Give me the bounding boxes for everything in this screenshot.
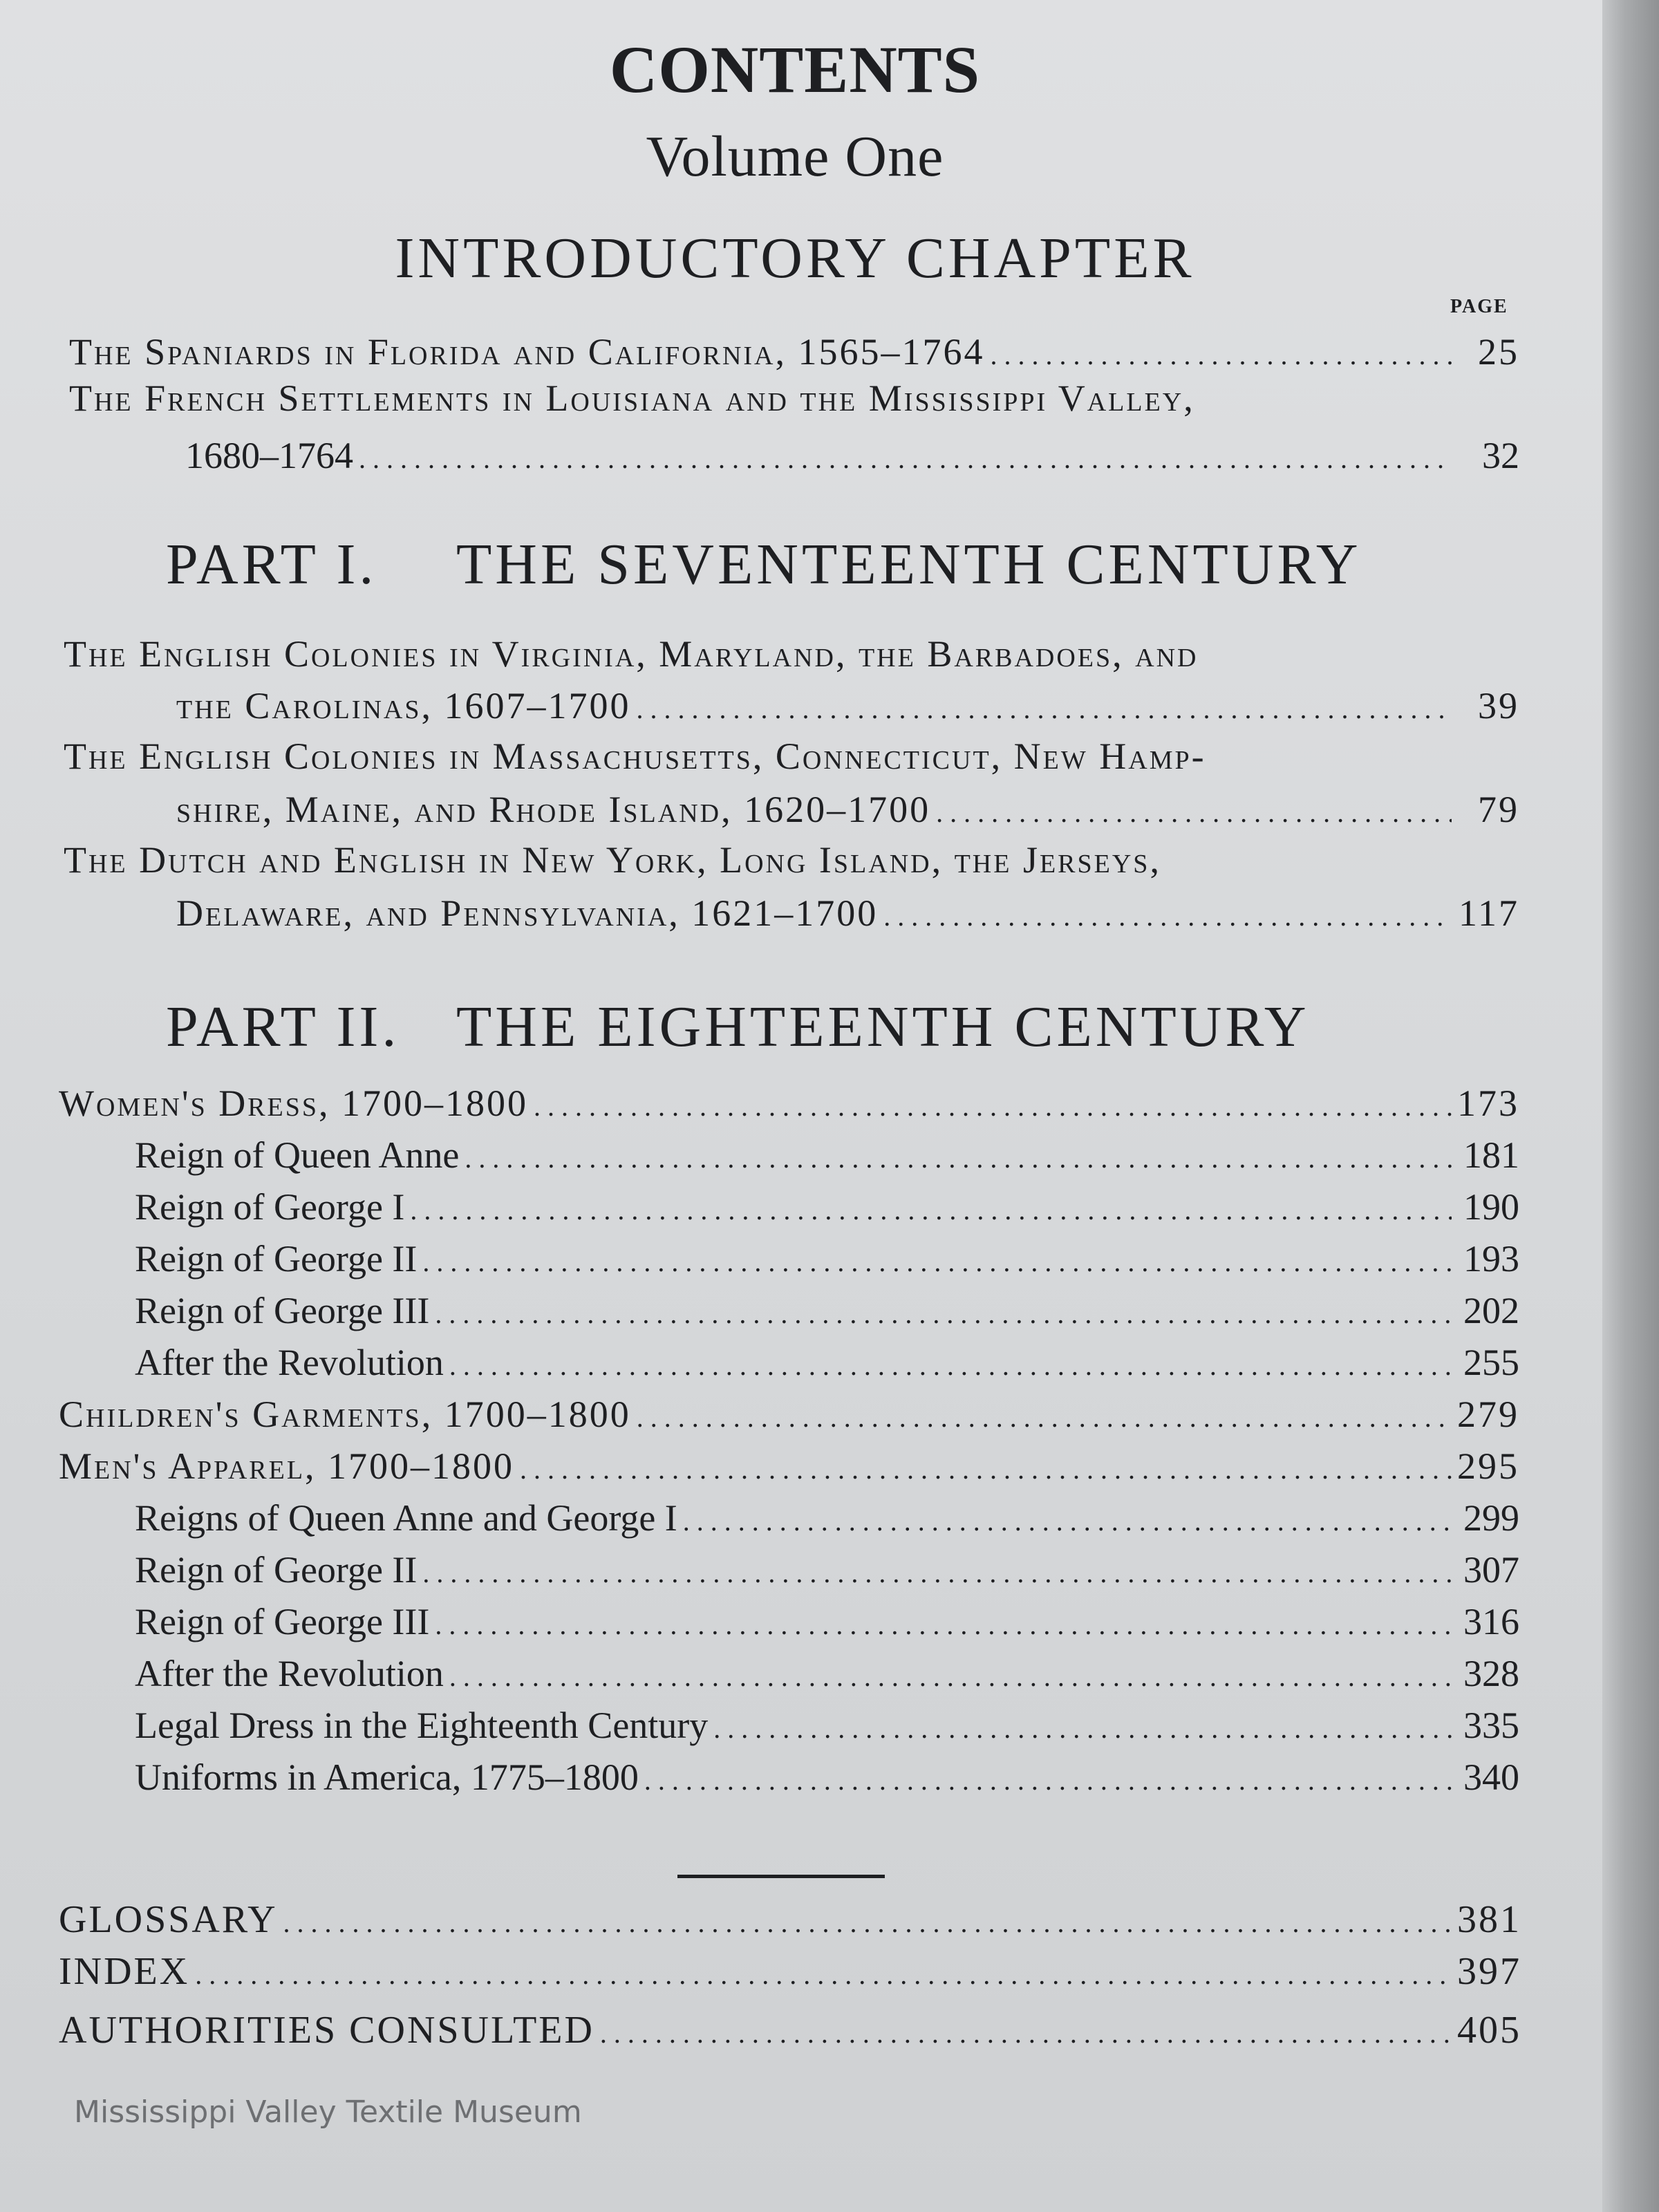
entry-page: 202 bbox=[1463, 1290, 1519, 1331]
toc-entry bbox=[59, 1949, 1519, 1994]
toc-entry bbox=[59, 1897, 1519, 1942]
entry-page: 279 bbox=[1457, 1394, 1519, 1435]
toc-subentry bbox=[135, 1756, 1519, 1799]
entry-title: Women's Dress, 1700–1800 bbox=[59, 1082, 529, 1124]
toc-subentry bbox=[135, 1548, 1519, 1591]
part-title: THE SEVENTEENTH CENTURY bbox=[456, 532, 1362, 597]
leader-dots bbox=[422, 1557, 1452, 1589]
toc-entry bbox=[59, 1082, 1519, 1125]
entry-title: Men's Apparel, 1700–1800 bbox=[59, 1445, 515, 1487]
toc-subentry bbox=[135, 1134, 1519, 1177]
toc-subentry bbox=[135, 1289, 1519, 1332]
page-edge-shadow bbox=[1602, 0, 1659, 2212]
entry-page: 117 bbox=[1459, 892, 1519, 934]
toc-subentry bbox=[135, 1185, 1519, 1228]
museum-watermark: Mississippi Valley Textile Museum bbox=[74, 2094, 582, 2130]
toc-subentry bbox=[135, 1704, 1519, 1747]
entry-title: Reign of George III bbox=[135, 1290, 430, 1331]
leader-dots bbox=[520, 1453, 1452, 1485]
entry-page: 299 bbox=[1463, 1497, 1519, 1539]
volume-subtitle: Volume One bbox=[646, 124, 944, 189]
toc-subentry bbox=[135, 1652, 1519, 1695]
entry-title: Legal Dress in the Eighteenth Century bbox=[135, 1705, 709, 1746]
leader-dots bbox=[422, 1246, 1452, 1278]
entry-title: The Spaniards in Florida and California, 1565–1764 bbox=[69, 331, 985, 373]
leader-dots bbox=[359, 442, 1452, 475]
entry-title-line2: 1680–1764 bbox=[185, 435, 353, 476]
entry-page: 255 bbox=[1463, 1342, 1519, 1383]
entry-page: 335 bbox=[1463, 1705, 1519, 1746]
entry-title: Children's Garments, 1700–1800 bbox=[59, 1394, 631, 1435]
leader-dots bbox=[991, 339, 1452, 371]
entry-title: AUTHORITIES CONSULTED bbox=[59, 2009, 594, 2052]
toc-entry bbox=[59, 2008, 1519, 2052]
leader-dots bbox=[936, 796, 1452, 829]
entry-title: Uniforms in America, 1775–1800 bbox=[135, 1756, 639, 1798]
toc-subentry bbox=[135, 1341, 1519, 1384]
entry-title: Reign of Queen Anne bbox=[135, 1134, 460, 1176]
leader-dots bbox=[410, 1194, 1452, 1226]
toc-subentry bbox=[135, 1497, 1519, 1539]
toc-entry bbox=[59, 1445, 1519, 1488]
leader-dots bbox=[883, 900, 1452, 932]
entry-title-line2: shire, Maine, and Rhode Island, 1620–1700 bbox=[176, 789, 931, 830]
leader-dots bbox=[449, 1349, 1452, 1382]
toc-entry bbox=[176, 788, 1519, 831]
entry-title: GLOSSARY bbox=[59, 1898, 278, 1941]
leader-dots bbox=[637, 693, 1452, 725]
toc-subentry bbox=[135, 1600, 1519, 1643]
section-divider bbox=[677, 1875, 885, 1878]
toc-entry bbox=[59, 1393, 1519, 1436]
entry-page: 193 bbox=[1463, 1238, 1519, 1280]
entry-page: 307 bbox=[1463, 1549, 1519, 1591]
entry-title: Reign of George II bbox=[135, 1238, 418, 1280]
entry-page: 397 bbox=[1457, 1950, 1521, 1993]
part1-heading bbox=[166, 531, 1431, 598]
contents-title: CONTENTS bbox=[609, 32, 981, 106]
leader-dots bbox=[683, 1505, 1452, 1537]
toc-entry bbox=[69, 330, 1519, 373]
page-column-label: PAGE bbox=[1450, 296, 1508, 317]
introductory-heading: INTRODUCTORY CHAPTER bbox=[395, 226, 1195, 290]
entry-title-line1: The French Settlements in Louisiana and the Mississippi Valley, bbox=[69, 377, 1195, 419]
entry-page: 79 bbox=[1478, 789, 1519, 830]
entry-title: Reigns of Queen Anne and George I bbox=[135, 1497, 677, 1539]
leader-dots bbox=[534, 1090, 1452, 1123]
toc-entry bbox=[185, 434, 1519, 477]
entry-title-line1: The English Colonies in Massachusetts, Connecticut, New Hamp- bbox=[64, 735, 1206, 777]
entry-page: 328 bbox=[1463, 1653, 1519, 1694]
entry-title-line2: the Carolinas, 1607–1700 bbox=[176, 685, 631, 727]
entry-title: Reign of George II bbox=[135, 1549, 418, 1591]
leader-dots bbox=[449, 1660, 1452, 1693]
entry-page: 39 bbox=[1478, 685, 1519, 727]
entry-title: Reign of George III bbox=[135, 1601, 430, 1642]
part-title: THE EIGHTEENTH CENTURY bbox=[456, 995, 1310, 1059]
entry-page: 405 bbox=[1457, 2009, 1521, 2052]
part2-heading bbox=[166, 993, 1431, 1060]
entry-page: 381 bbox=[1457, 1898, 1521, 1941]
leader-dots bbox=[465, 1142, 1452, 1174]
toc-entry bbox=[176, 892, 1519, 935]
entry-title-line1: The Dutch and English in New York, Long Island, the Jerseys, bbox=[64, 839, 1161, 881]
entry-page: 190 bbox=[1463, 1186, 1519, 1228]
toc-entry bbox=[176, 684, 1519, 727]
entry-page: 340 bbox=[1463, 1756, 1519, 1798]
leader-dots bbox=[435, 1609, 1452, 1641]
entry-title-line2: Delaware, and Pennsylvania, 1621–1700 bbox=[176, 892, 879, 934]
entry-page: 316 bbox=[1463, 1601, 1519, 1642]
entry-page: 173 bbox=[1457, 1082, 1519, 1124]
leader-dots bbox=[600, 2017, 1452, 2050]
entry-title: After the Revolution bbox=[135, 1653, 444, 1694]
leader-dots bbox=[713, 1712, 1452, 1745]
entry-title: INDEX bbox=[59, 1950, 190, 1993]
part-number: PART II. bbox=[166, 995, 400, 1059]
leader-dots bbox=[644, 1764, 1452, 1797]
leader-dots bbox=[637, 1401, 1452, 1434]
entry-page: 32 bbox=[1482, 435, 1519, 476]
entry-page: 25 bbox=[1478, 331, 1519, 373]
entry-title: After the Revolution bbox=[135, 1342, 444, 1383]
entry-page: 181 bbox=[1463, 1134, 1519, 1176]
part-number: PART I. bbox=[166, 532, 377, 597]
leader-dots bbox=[195, 1958, 1452, 1991]
entry-page: 295 bbox=[1457, 1445, 1519, 1487]
leader-dots bbox=[283, 1906, 1452, 1939]
toc-subentry bbox=[135, 1237, 1519, 1280]
leader-dots bbox=[435, 1297, 1452, 1330]
entry-title: Reign of George I bbox=[135, 1186, 405, 1228]
entry-title-line1: The English Colonies in Virginia, Maryland, the Barbadoes, and bbox=[64, 633, 1199, 675]
